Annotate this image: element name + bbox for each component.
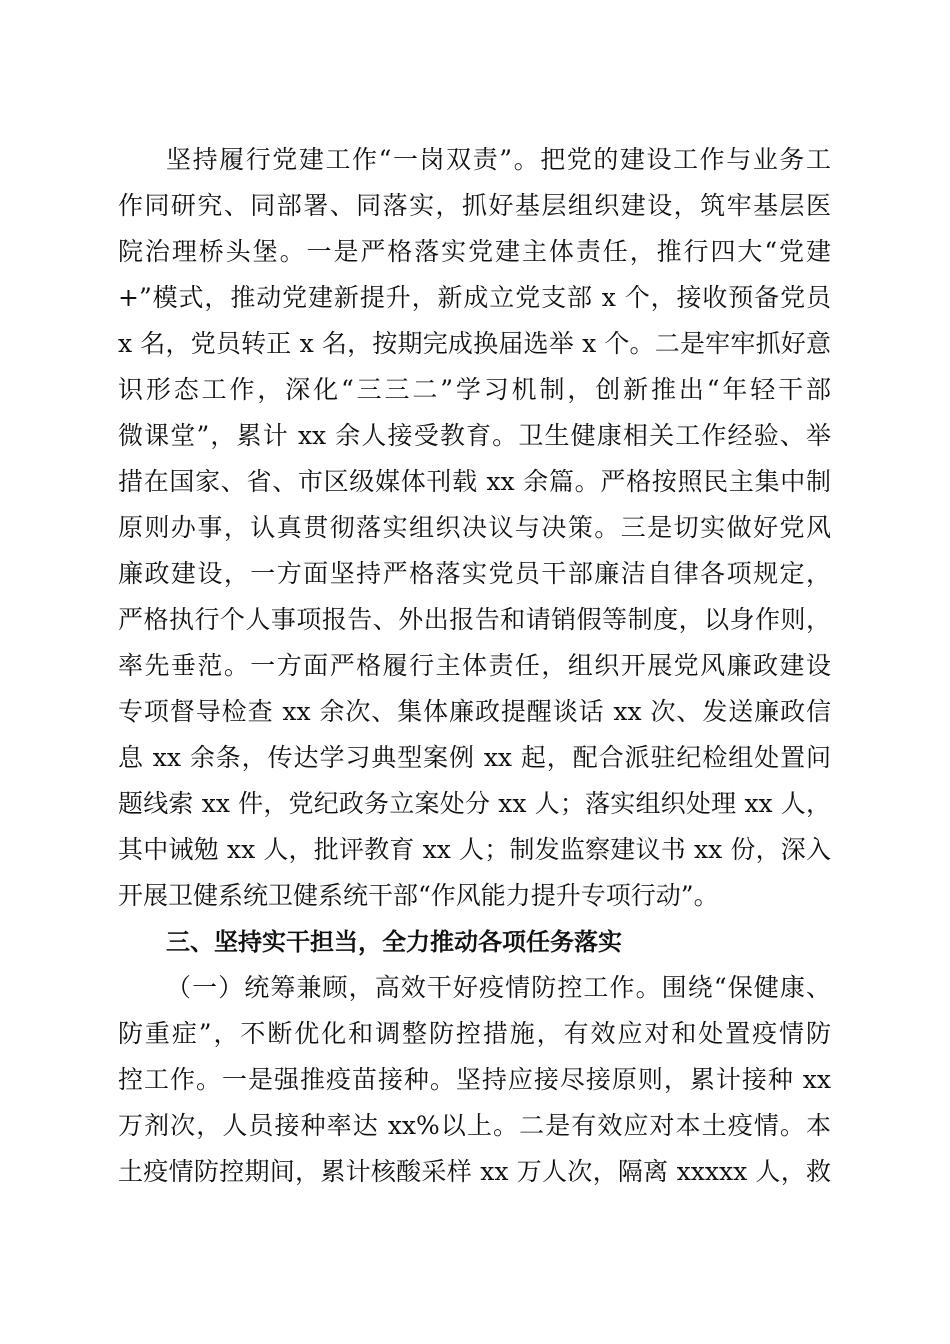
paragraph-line: 坚持履行党建工作“一岗双责”。把党的建设工作与业务工 [166,145,831,174]
paragraph-line: 万剂次，人员接种率达 xx%以上。二是有效应对本土疫情。本 [118,1111,831,1140]
paragraph-line: 息 xx 余条，传达学习典型案例 xx 起，配合派驻纪检组处置问 [118,743,831,772]
section-heading: 三、坚持实干担当，全力推动各项任务落实 [166,928,622,956]
paragraph-line: 识形态工作，深化“三三二”学习机制，创新推出“年轻干部 [118,375,831,404]
paragraph-line: +”模式，推动党建新提升，新成立党支部 x 个，接收预备党员 [118,283,831,312]
paragraph-line: 原则办事，认真贯彻落实组织决议与决策。三是切实做好党风 [118,513,831,542]
paragraph-line: （一）统筹兼顾，高效干好疫情防控工作。围绕“保健康、 [166,973,831,1002]
paragraph-line: 土疫情防控期间，累计核酸采样 xx 万人次，隔离 xxxxx 人，救 [118,1157,831,1186]
paragraph-line: 严格执行个人事项报告、外出报告和请销假等制度，以身作则， [118,605,831,634]
paragraph-line: 专项督导检查 xx 余次、集体廉政提醒谈话 xx 次、发送廉政信 [118,697,831,726]
paragraph-line: 院治理桥头堡。一是严格落实党建主体责任，推行四大“党建 [118,237,831,266]
paragraph-line: 微课堂”，累计 xx 余人接受教育。卫生健康相关工作经验、举 [118,421,831,450]
paragraph-line: 开展卫健系统卫健系统干部“作风能力提升专项行动”。 [118,881,719,910]
paragraph-line: 廉政建设，一方面坚持严格落实党员干部廉洁自律各项规定， [118,559,831,588]
paragraph-line: x 名，党员转正 x 名，按期完成换届选举 x 个。二是牢牢抓好意 [118,329,831,358]
paragraph-line: 控工作。一是强推疫苗接种。坚持应接尽接原则，累计接种 xx [118,1065,831,1094]
paragraph-line: 防重症”，不断优化和调整防控措施，有效应对和处置疫情防 [118,1019,831,1048]
paragraph-line: 率先垂范。一方面严格履行主体责任，组织开展党风廉政建设 [118,651,831,680]
paragraph-line: 措在国家、省、市区级媒体刊载 xx 余篇。严格按照民主集中制 [118,467,831,496]
paragraph-line: 其中诫勉 xx 人，批评教育 xx 人；制发监察建议书 xx 份，深入 [118,835,831,864]
paragraph-line: 题线索 xx 件，党纪政务立案处分 xx 人；落实组织处理 xx 人， [118,789,831,818]
paragraph-line: 作同研究、同部署、同落实，抓好基层组织建设，筑牢基层医 [118,191,831,220]
